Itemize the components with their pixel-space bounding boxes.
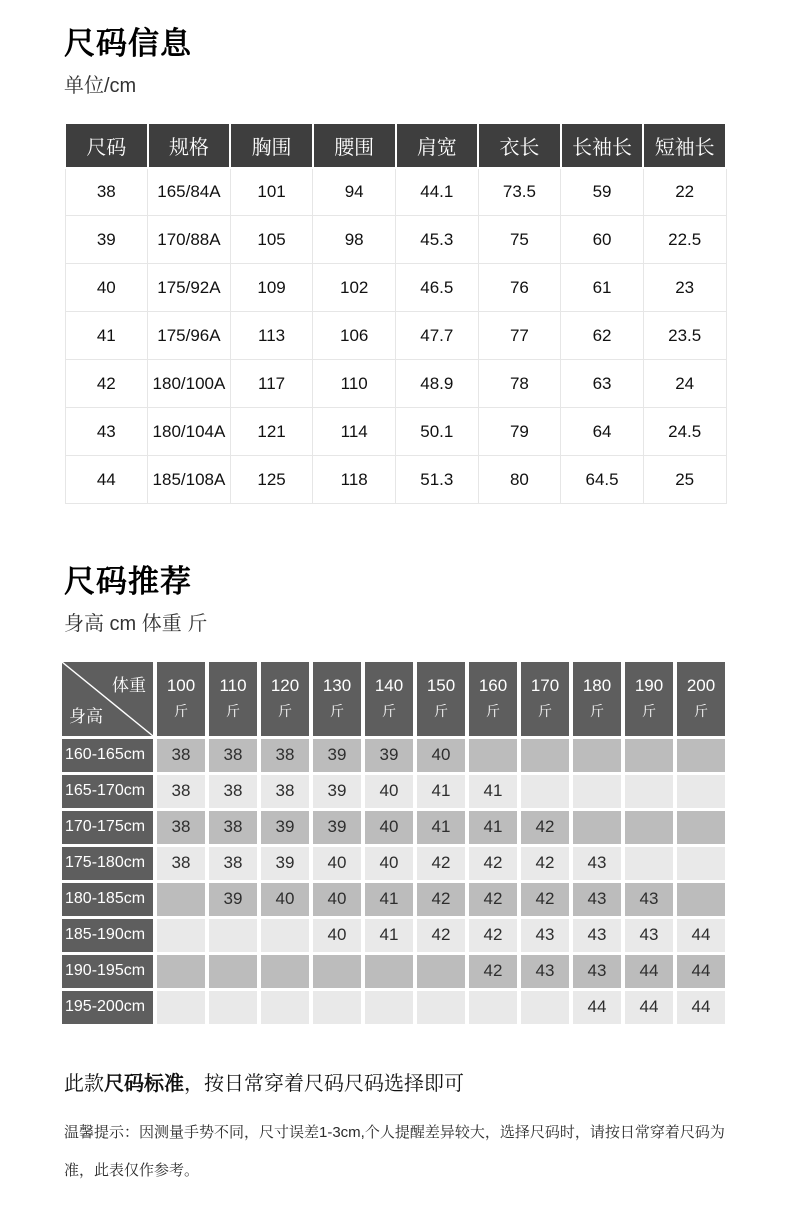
spec-row <box>65 408 726 456</box>
spec-row <box>65 456 726 504</box>
spec-column-header: 胸围 <box>230 123 313 168</box>
size-cell <box>417 991 465 1024</box>
size-cell <box>365 991 413 1024</box>
size-cell <box>209 991 257 1024</box>
weight-column-header <box>261 662 309 736</box>
size-cell: 43 <box>573 883 621 916</box>
spec-row <box>65 216 726 264</box>
spec-column-header: 衣长 <box>478 123 561 168</box>
size-cell: 38 <box>209 775 257 808</box>
matrix-row <box>62 955 725 988</box>
spec-cell: 46.5 <box>396 264 479 312</box>
size-cell: 38 <box>261 739 309 772</box>
spec-cell: 45.3 <box>396 216 479 264</box>
spec-cell: 61 <box>561 264 644 312</box>
spec-cell: 51.3 <box>396 456 479 504</box>
size-cell: 38 <box>157 739 205 772</box>
spec-column-header: 规格 <box>148 123 231 168</box>
weight-unit: 斤 <box>694 703 708 720</box>
spec-row <box>65 312 726 360</box>
size-cell: 40 <box>365 847 413 880</box>
size-info-table <box>64 122 727 505</box>
height-row-label: 160-165cm <box>62 739 153 772</box>
size-cell <box>469 991 517 1024</box>
spec-column-header: 短袖长 <box>643 123 726 168</box>
size-cell: 41 <box>469 811 517 844</box>
size-cell: 38 <box>261 775 309 808</box>
spec-cell: 165/84A <box>148 168 231 216</box>
size-cell: 41 <box>417 811 465 844</box>
spec-body <box>65 168 726 504</box>
size-cell <box>677 847 725 880</box>
height-row-label: 195-200cm <box>62 991 153 1024</box>
size-cell: 38 <box>209 847 257 880</box>
spec-cell: 94 <box>313 168 396 216</box>
spec-cell: 23 <box>643 264 726 312</box>
matrix-row <box>62 847 725 880</box>
size-info-section <box>64 26 760 504</box>
size-cell: 41 <box>365 919 413 952</box>
weight-value: 140 <box>374 676 404 696</box>
height-row-label: 170-175cm <box>62 811 153 844</box>
size-cell <box>573 775 621 808</box>
size-cell <box>313 991 361 1024</box>
size-cell: 40 <box>313 847 361 880</box>
size-cell: 44 <box>677 955 725 988</box>
size-cell: 42 <box>469 847 517 880</box>
spec-cell: 113 <box>230 312 313 360</box>
size-cell: 43 <box>573 847 621 880</box>
spec-cell: 47.7 <box>396 312 479 360</box>
weight-column-header <box>209 662 257 736</box>
size-cell <box>261 919 309 952</box>
size-cell <box>261 955 309 988</box>
weight-value: 180 <box>582 676 612 696</box>
spec-cell: 121 <box>230 408 313 456</box>
weight-value: 200 <box>686 676 716 696</box>
spec-cell: 25 <box>643 456 726 504</box>
size-cell: 40 <box>261 883 309 916</box>
spec-cell: 106 <box>313 312 396 360</box>
size-cell <box>521 991 569 1024</box>
size-cell <box>625 775 673 808</box>
statement-bold: 尺码标准 <box>104 1072 184 1095</box>
weight-unit: 斤 <box>226 703 240 720</box>
spec-cell: 23.5 <box>643 312 726 360</box>
weight-unit: 斤 <box>278 703 292 720</box>
size-cell: 38 <box>157 847 205 880</box>
size-cell <box>261 991 309 1024</box>
size-cell: 43 <box>573 919 621 952</box>
size-cell <box>677 739 725 772</box>
matrix-header-row <box>62 662 725 736</box>
spec-cell: 41 <box>65 312 148 360</box>
size-cell: 39 <box>365 739 413 772</box>
weight-column-header <box>365 662 413 736</box>
spec-cell: 175/92A <box>148 264 231 312</box>
size-cell <box>573 811 621 844</box>
matrix-row <box>62 919 725 952</box>
disclaimer-note: 温馨提示：因测量手势不同，尺寸误差1-3cm,个人提醒差异较大，选择尺码时，请按日常穿着尺码为准，此表仅作参考。 <box>64 1123 725 1180</box>
matrix-body <box>62 739 725 1024</box>
spec-cell: 175/96A <box>148 312 231 360</box>
size-recommend-title: 尺码推荐 <box>64 564 192 600</box>
spec-cell: 44.1 <box>396 168 479 216</box>
size-cell <box>209 919 257 952</box>
size-cell: 44 <box>625 991 673 1024</box>
size-cell <box>677 811 725 844</box>
weight-column-header <box>521 662 569 736</box>
size-cell <box>625 739 673 772</box>
size-cell: 43 <box>521 955 569 988</box>
matrix-row <box>62 883 725 916</box>
size-cell <box>677 775 725 808</box>
spec-cell: 110 <box>313 360 396 408</box>
size-cell <box>157 991 205 1024</box>
height-row-label: 175-180cm <box>62 847 153 880</box>
size-cell <box>313 955 361 988</box>
size-cell: 38 <box>209 739 257 772</box>
size-cell: 39 <box>313 739 361 772</box>
spec-cell: 109 <box>230 264 313 312</box>
size-cell: 42 <box>469 955 517 988</box>
size-cell: 44 <box>677 919 725 952</box>
spec-cell: 39 <box>65 216 148 264</box>
weight-value: 130 <box>322 676 352 696</box>
weight-column-header <box>417 662 465 736</box>
spec-cell: 60 <box>561 216 644 264</box>
size-cell: 38 <box>157 775 205 808</box>
size-cell <box>677 883 725 916</box>
height-row-label: 185-190cm <box>62 919 153 952</box>
spec-cell: 40 <box>65 264 148 312</box>
size-cell: 42 <box>469 919 517 952</box>
weight-unit: 斤 <box>590 703 604 720</box>
weight-value: 120 <box>270 676 300 696</box>
spec-cell: 38 <box>65 168 148 216</box>
spec-cell: 50.1 <box>396 408 479 456</box>
size-cell: 40 <box>313 883 361 916</box>
spec-cell: 185/108A <box>148 456 231 504</box>
size-cell <box>365 955 413 988</box>
spec-cell: 117 <box>230 360 313 408</box>
size-cell: 42 <box>469 883 517 916</box>
spec-cell: 80 <box>478 456 561 504</box>
spec-cell: 48.9 <box>396 360 479 408</box>
spec-cell: 180/104A <box>148 408 231 456</box>
size-cell <box>521 775 569 808</box>
spec-cell: 22 <box>643 168 726 216</box>
height-row-label: 180-185cm <box>62 883 153 916</box>
weight-unit: 斤 <box>382 703 396 720</box>
spec-cell: 64 <box>561 408 644 456</box>
size-cell: 44 <box>625 955 673 988</box>
spec-column-header: 长袖长 <box>561 123 644 168</box>
weight-value: 160 <box>478 676 508 696</box>
spec-column-header: 腰围 <box>313 123 396 168</box>
size-cell <box>521 739 569 772</box>
statement-suffix: ，按日常穿着尺码尺码选择即可 <box>184 1072 464 1095</box>
size-cell: 38 <box>209 811 257 844</box>
matrix-row <box>62 811 725 844</box>
matrix-row <box>62 991 725 1024</box>
size-cell: 40 <box>313 919 361 952</box>
matrix-row <box>62 775 725 808</box>
fit-statement <box>64 1067 760 1096</box>
weight-column-header <box>469 662 517 736</box>
size-info-title: 尺码信息 <box>64 26 192 61</box>
weight-value: 150 <box>426 676 456 696</box>
size-cell: 39 <box>261 811 309 844</box>
size-cell: 39 <box>261 847 309 880</box>
spec-cell: 118 <box>313 456 396 504</box>
weight-unit: 斤 <box>330 703 344 720</box>
size-cell <box>417 955 465 988</box>
weight-value: 170 <box>530 676 560 696</box>
weight-column-header <box>573 662 621 736</box>
size-cell: 40 <box>417 739 465 772</box>
size-cell: 43 <box>625 883 673 916</box>
size-info-unit: 单位/cm <box>64 74 137 97</box>
size-cell <box>157 883 205 916</box>
size-cell <box>157 919 205 952</box>
size-recommend-section <box>64 564 760 1027</box>
corner-height-label: 身高 <box>69 706 103 726</box>
weight-value: 190 <box>634 676 664 696</box>
weight-unit: 斤 <box>486 703 500 720</box>
spec-header-row <box>65 123 726 168</box>
size-cell: 43 <box>573 955 621 988</box>
size-cell: 42 <box>417 919 465 952</box>
spec-column-header: 肩宽 <box>396 123 479 168</box>
weight-unit: 斤 <box>642 703 656 720</box>
spec-cell: 75 <box>478 216 561 264</box>
spec-cell: 114 <box>313 408 396 456</box>
corner-cell <box>62 662 153 736</box>
size-cell: 42 <box>521 883 569 916</box>
size-cell: 39 <box>313 811 361 844</box>
spec-cell: 62 <box>561 312 644 360</box>
size-cell: 40 <box>365 811 413 844</box>
size-cell: 44 <box>677 991 725 1024</box>
size-cell <box>209 955 257 988</box>
size-cell <box>573 739 621 772</box>
spec-row <box>65 168 726 216</box>
size-cell <box>469 739 517 772</box>
size-recommend-unit: 身高 cm 体重 斤 <box>64 612 208 635</box>
height-row-label: 190-195cm <box>62 955 153 988</box>
weight-unit: 斤 <box>434 703 448 720</box>
weight-value: 110 <box>219 676 247 696</box>
size-cell <box>625 847 673 880</box>
spec-cell: 102 <box>313 264 396 312</box>
size-cell: 43 <box>625 919 673 952</box>
weight-value: 100 <box>166 676 196 696</box>
size-cell: 41 <box>365 883 413 916</box>
spec-cell: 79 <box>478 408 561 456</box>
spec-cell: 43 <box>65 408 148 456</box>
size-cell: 39 <box>209 883 257 916</box>
size-cell: 43 <box>521 919 569 952</box>
weight-unit: 斤 <box>538 703 552 720</box>
spec-row <box>65 360 726 408</box>
weight-column-header <box>677 662 725 736</box>
spec-column-header: 尺码 <box>65 123 148 168</box>
size-recommend-table <box>58 659 729 1027</box>
spec-cell: 24 <box>643 360 726 408</box>
spec-cell: 44 <box>65 456 148 504</box>
size-cell: 41 <box>469 775 517 808</box>
spec-cell: 22.5 <box>643 216 726 264</box>
size-cell: 42 <box>521 811 569 844</box>
spec-cell: 98 <box>313 216 396 264</box>
size-cell: 38 <box>157 811 205 844</box>
size-cell <box>157 955 205 988</box>
size-cell: 39 <box>313 775 361 808</box>
weight-unit: 斤 <box>174 703 188 720</box>
size-cell <box>625 811 673 844</box>
spec-cell: 42 <box>65 360 148 408</box>
corner-weight-label: 体重 <box>112 675 146 695</box>
spec-cell: 63 <box>561 360 644 408</box>
spec-cell: 76 <box>478 264 561 312</box>
size-cell: 42 <box>417 883 465 916</box>
spec-cell: 170/88A <box>148 216 231 264</box>
size-cell: 40 <box>365 775 413 808</box>
weight-column-header <box>625 662 673 736</box>
spec-cell: 77 <box>478 312 561 360</box>
size-cell: 44 <box>573 991 621 1024</box>
spec-cell: 78 <box>478 360 561 408</box>
spec-cell: 125 <box>230 456 313 504</box>
size-cell: 41 <box>417 775 465 808</box>
weight-column-header <box>313 662 361 736</box>
spec-cell: 105 <box>230 216 313 264</box>
weight-column-header <box>157 662 205 736</box>
height-row-label: 165-170cm <box>62 775 153 808</box>
spec-cell: 73.5 <box>478 168 561 216</box>
spec-cell: 101 <box>230 168 313 216</box>
spec-cell: 180/100A <box>148 360 231 408</box>
size-cell: 42 <box>521 847 569 880</box>
spec-cell: 59 <box>561 168 644 216</box>
matrix-row <box>62 739 725 772</box>
statement-prefix: 此款 <box>64 1072 104 1095</box>
spec-cell: 64.5 <box>561 456 644 504</box>
spec-cell: 24.5 <box>643 408 726 456</box>
size-cell: 42 <box>417 847 465 880</box>
spec-row <box>65 264 726 312</box>
